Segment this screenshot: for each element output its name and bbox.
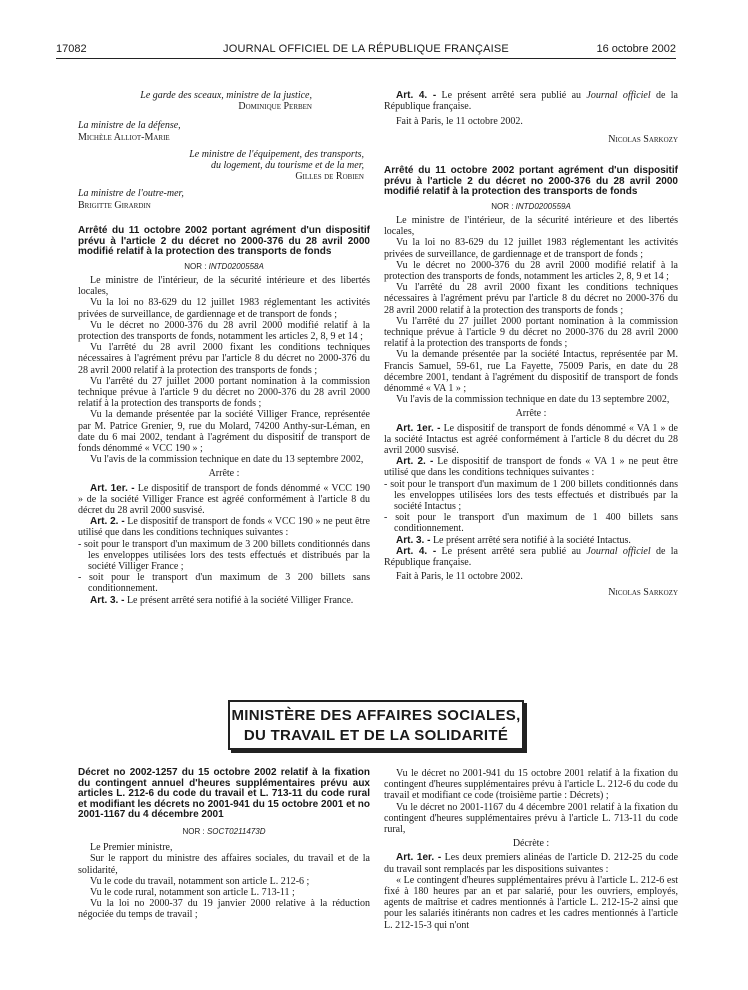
signature-justice: Le garde des sceaux, ministre de la justice, Dominique Perben: [140, 90, 312, 113]
arrete-intactus: Arrêté du 11 octobre 2002 portant agrément d'un dispositif prévu à l'article 2 du décret no 2000-376 du 28 avril 2000 modifié relatif à la protection des transports de fonds NOR : INTD0200559A Le ministre de l'intérieur, de la sécurité intérieure et des libertés locales, Vu la loi no 83-629 du 12 juillet 1983 réglementant les activités privées de surveillance, de gardiennage et de transport de fonds ; Vu le décret no 2000-376 du 28 avril 2000 modifié relatif à la protection des transports de fonds, notamment les articles 2, 8, 9 et 14 ; Vu l'arrêté du 28 avril 2000 fixant les conditions techniques nécessaires à l'agrément prévu par l'article 8 du décret no 2000-376 du 28 avril 2000 relatif à la protection des transports de fonds ; Vu l'arrêté du 27 juillet 2000 portant nomination à la commission technique prévue à l'article 9 du décret no 2000-376 du 28 avril 2000 relatif à la protection des transports de fonds ; Vu la demande présentée par la société Intactus, représentée par M. Francis Samuel, 59-61, rue La Fayette, 75009 Paris, en date du 28 décembre 2001, tendant à l'agrément du dispositif de transport de fonds dénommé « VA 1 » ; Vu l'avis de la commission technique en date du 13 septembre 2002, Arrête : Art. 1er. - Le dispositif de transport de fonds dénommé « VA 1 » de la société Intactus est agréé conformément à l'article 8 du décret du 28 avril 2000 susvisé. Art. 2. - Le dispositif de transport de fonds « VA 1 » ne peut être utilisé que dans les conditions techniques suivantes : - soit pour le transport d'un maximum de 1 200 billets conditionnés dans les enveloppes utilisées lors des tests effectués et distribués par la société Intactus ; - soit pour le transport d'un maximum de 1 400 billets sans conditionnement. Art. 3. - Le présent arrêté sera notifié à la société Intactus. Art. 4. - Le présent arrêté sera publié au Journal officiel de la République française. Fait à Paris, le 11 octobre 2002. Nicolas Sarkozy: [384, 165, 678, 599]
left-column-top: [78, 90, 370, 211]
article-4: Art. 4. - Le présent arrêté sera publié au Journal officiel de la République française.: [384, 90, 678, 113]
article-3: Art. 3. - Le présent arrêté sera notifié à la société Intactus.: [396, 534, 631, 546]
signature-outre-mer: La ministre de l'outre-mer, Brigitte Girardin: [78, 188, 184, 211]
ministry-heading-box: MINISTÈRE DES AFFAIRES SOCIALES, DU TRAVAIL ET DE LA SOLIDARITÉ: [228, 700, 524, 750]
right-column-top: Art. 4. - Le présent arrêté sera publié au Journal officiel de la République française. Fait à Paris, le 11 octobre 2002. Nicolas Sarkozy: [384, 90, 678, 145]
article-1: Art. 1er. - Le dispositif de transport de fonds dénommé « VA 1 » de la société Intactus est agréé conformément à l'article 8 du décret du 28 avril 2000 susvisé.: [384, 422, 678, 457]
nor-reference: NOR : SOCT0211473D: [182, 826, 266, 836]
decret-left: Décret no 2002-1257 du 15 octobre 2002 relatif à la fixation du contingent annuel d'heures supplémentaires prévu aux articles L. 212-6 du code du travail et L. 713-11 du code rural et modifiant les décrets no 2001-941 du 15 octobre 2001 et no 2001-1167 du 4 décembre 2001 NOR : SOCT0211473D Le Premier ministre, Sur le rapport du ministre des affaires sociales, du travail et de la solidarité, Vu le code du travail, notamment son article L. 212-6 ; Vu le code rural, notamment son article L. 713-11 ; Vu la loi no 2000-37 du 19 janvier 2000 relative à la réduction négociée du temps de travail ;: [78, 767, 370, 921]
issue-date: 16 octobre 2002: [596, 43, 676, 55]
arrete-villiger: Arrêté du 11 octobre 2002 portant agrément d'un dispositif prévu à l'article 2 du décret no 2000-376 du 28 avril 2000 modifié relatif à la protection des transports de fonds NOR : INTD0200558A Le ministre de l'intérieur, de la sécurité intérieure et des libertés locales, Vu la loi no 83-629 du 12 juillet 1983 réglementant les activités privées de surveillance, de gardiennage et de transport de fonds ; Vu le décret no 2000-376 du 28 avril 2000 modifié relatif à la protection des transports de fonds, notamment les articles 2, 8, 9 et 14 ; Vu l'arrêté du 28 avril 2000 fixant les conditions techniques nécessaires à l'agrément prévu par l'article 8 du décret no 2000-376 du 28 avril 2000 relatif à la protection des transports de fonds ; Vu l'arrêté du 27 juillet 2000 portant nomination à la commission technique prévue à l'article 9 du décret no 2000-376 du 28 avril 2000 relatif à la protection des transports de fonds ; Vu la demande présentée par la société Villiger France, représentée par M. Patrice Grenier, 9, rue du Molard, 74200 Anthy-sur-Léman, en date du 6 mai 2002, tendant à l'agrément du dispositif de transport de fonds dénommé « VCC 190 » ; Vu l'avis de la commission technique en date du 13 septembre 2002, Arrête : Art. 1er. - Le dispositif de transport de fonds dénommé « VCC 190 » de la société Villiger France est agréé conformément à l'article 8 du décret du 28 avril 2000 susvisé. Art. 2. - Le dispositif de transport de fonds « VCC 190 » ne peut être utilisé que dans les conditions techniques suivantes : - soit pour le transport d'un maximum de 3 200 billets conditionnés dans les enveloppes utilisées lors des tests effectués et distribués par la société Villiger France ; - soit pour le transport d'un maximum de 3 200 billets sans conditionnement. Art. 3. - Le présent arrêté sera notifié à la société Villiger France.: [78, 225, 371, 606]
article-1: Art. 1er. - Les deux premiers alinéas de l'article D. 212-25 du code du travail sont remplacés par les dispositions suivantes :: [384, 852, 679, 875]
article-1: Art. 1er. - Le dispositif de transport de fonds dénommé « VCC 190 » de la société Villiger France est agréé conformément à l'article 8 du décret du 28 avril 2000 susvisé.: [78, 482, 371, 517]
nor-reference: NOR : INTD0200559A: [491, 201, 571, 211]
article-2: Art. 2. - Le dispositif de transport de fonds « VCC 190 » ne peut être utilisé que dans les conditions techniques suivantes :: [78, 516, 370, 539]
page-number: 17082: [56, 43, 87, 55]
journal-title: JOURNAL OFFICIEL DE LA RÉPUBLIQUE FRANÇAISE: [223, 43, 509, 55]
header-rule: [56, 58, 676, 59]
article-2: Art. 2. - Le dispositif de transport de fonds « VA 1 » ne peut être utilisé que dans les conditions techniques suivantes :: [384, 456, 678, 479]
article-4: Art. 4. - Le présent arrêté sera publié au Journal officiel de la République française.: [384, 545, 678, 569]
nor-reference: NOR : INTD0200558A: [184, 261, 264, 271]
signature-equipement: Le ministre de l'équipement, des transports, du logement, du tourisme et de la mer, Gilles de Robien: [189, 148, 364, 183]
decret-title: Décret no 2002-1257 du 15 octobre 2002 relatif à la fixation du contingent annuel d'heures supplémentaires prévu aux articles L. 212-6 du code du travail et L. 713-11 du code rural et modifiant les décrets no 2001-941 du 15 octobre 2001 et no 2001-1167 du 4 décembre 2001: [78, 767, 370, 821]
decret-right: Vu le décret no 2001-941 du 15 octobre 2001 relatif à la fixation du contingent d'heures supplémentaires prévu à l'article L. 212-6 du code du travail et modifiant ce code (troisième partie : Décrets) ; Vu le décret no 2001-1167 du 4 décembre 2001 relatif à la fixation du contingent d'heures supplémentaires prévu à l'article L. 713-11 du code rural, Décrète : Art. 1er. - Les deux premiers alinéas de l'article D. 212-25 du code du travail sont remplacés par les dispositions suivantes : « Le contingent d'heures supplémentaires prévu à l'article L. 212-6 est fixé à 180 heures par an et par salarié, pour les ouvriers, employés, agents de maîtrise et cadres mentionnés à l'article L. 212-15-2 ainsi que pour les salariés itinérants non cadres et les cadres mentionnés à l'article L. 212-15-3 qui n'ont: [384, 768, 679, 931]
arrete-title: Arrêté du 11 octobre 2002 portant agrément d'un dispositif prévu à l'article 2 du décret no 2000-376 du 28 avril 2000 modifié relatif à la protection des transports de fonds: [78, 225, 370, 258]
article-3: Art. 3. - Le présent arrêté sera notifié à la société Villiger France.: [90, 594, 354, 606]
signature-defense: La ministre de la défense, Michèle Alliot-Marie: [78, 120, 181, 143]
arrete-title: Arrêté du 11 octobre 2002 portant agrément d'un dispositif prévu à l'article 2 du décret no 2000-376 du 28 avril 2000 modifié relatif à la protection des transports de fonds: [384, 165, 678, 198]
